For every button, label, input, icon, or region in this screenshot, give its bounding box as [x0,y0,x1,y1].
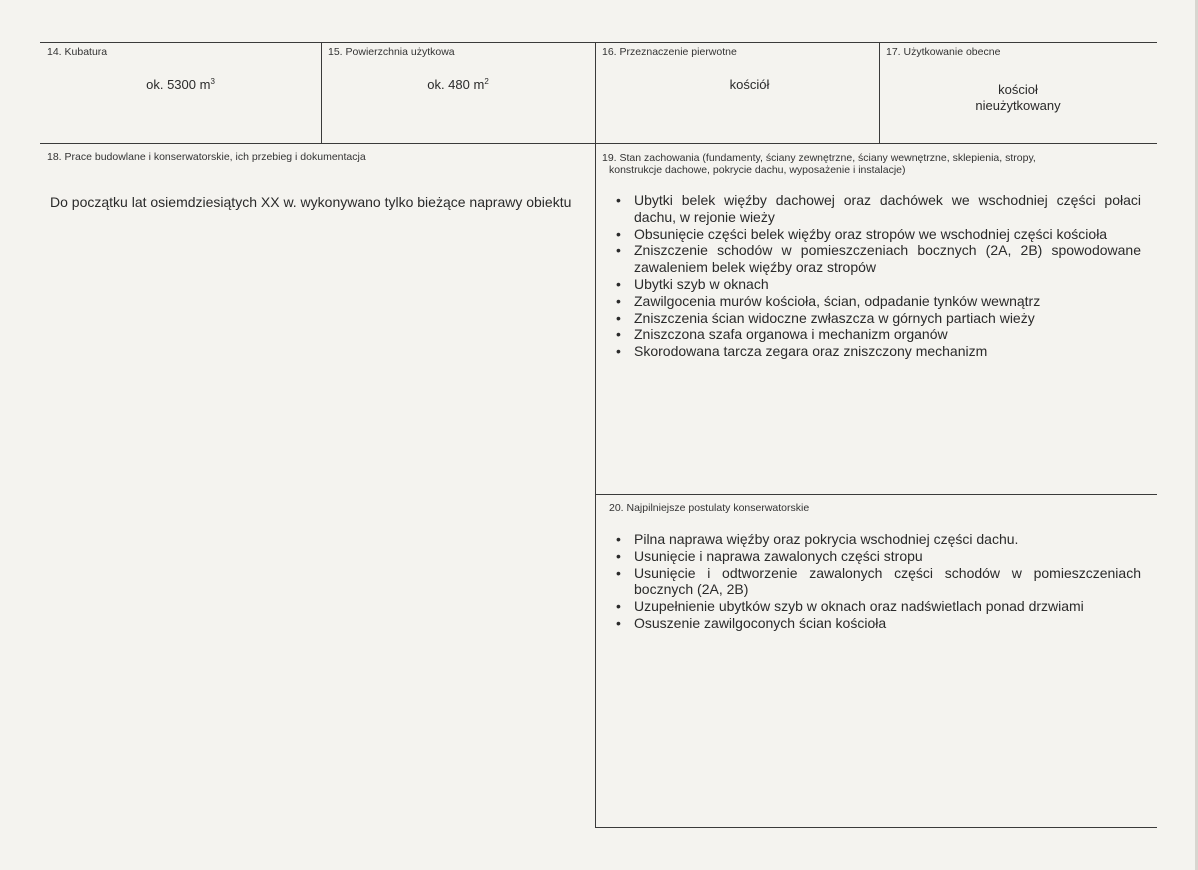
kubatura-value-text: ok. 5300 m [146,77,211,92]
stan-item: • Skorodowana tarcza zegara oraz zniszczony mechanizm [611,343,1141,360]
uzytkowanie-label: 17. Użytkowanie obecne [886,46,1001,58]
postulaty-item: • Osuszenie zawilgoconych ścian kościoła [611,615,1141,632]
bottom-rule [595,827,1157,828]
postulaty-item: • Uzupełnienie ubytków szyb w oknach oraz nadświetlach ponad drzwiami [611,598,1141,615]
powierzchnia-unit-exponent: 2 [484,77,489,86]
stan-label-line1: 19. Stan zachowania (fundamenty, ściany zewnętrzne, ściany wewnętrzne, sklepienia, stropy, [602,152,1036,164]
stan-label-line2: konstrukcje dachowe, pokrycie dachu, wyposażenie i instalacje) [609,164,906,176]
przeznaczenie-value: kościół [729,77,770,92]
kubatura-value [40,77,321,93]
powierzchnia-label: 15. Powierzchnia użytkowa [328,46,455,58]
stan-item: • Zawilgocenia murów kościoła, ścian, odpadanie tynków wewnątrz [611,293,1141,310]
top-rule [40,42,1157,43]
stan-item: • Zniszczenie schodów w pomieszczeniach bocznych (2A, 2B) spowodowane zawaleniem belek więźby oraz stropów [611,242,1141,276]
uzytkowanie-value-line1: kościoł [998,82,1038,97]
postulaty-label: 20. Najpilniejsze postulaty konserwatorskie [609,502,810,514]
stan-item: • Ubytki szyb w oknach [611,276,1141,293]
postulaty-item: • Pilna naprawa więźby oraz pokrycia wschodniej części dachu. [611,531,1141,548]
row-rule-2 [595,494,1157,495]
postulaty-list [611,531,1141,632]
row-rule-1 [40,143,1157,144]
stan-item: • Ubytki belek więźby dachowej oraz dachówek we wschodniej części połaci dachu, w rejonie wieży [611,192,1141,226]
postulaty-item: • Usunięcie i naprawa zawalonych części stropu [611,548,1141,565]
stan-item: • Zniszczona szafa organowa i mechanizm organów [611,326,1141,343]
prace-text: Do początku lat osiemdziesiątych XX w. wykonywano tylko bieżące naprawy obiektu [50,194,572,210]
uzytkowanie-value-line2: nieużytkowany [975,98,1061,113]
stan-list [611,192,1141,360]
uzytkowanie-value [879,82,1157,114]
powierzchnia-value-text: ok. 480 m [427,77,485,92]
postulaty-item: • Usunięcie i odtworzenie zawalonych części schodów w pomieszczeniach bocznych (2A, 2B) [611,565,1141,599]
divider-15-16 [595,42,596,828]
przeznaczenie-label: 16. Przeznaczenie pierwotne [602,46,737,58]
stan-item: • Zniszczenia ścian widoczne zwłaszcza w górnych partiach wieży [611,310,1141,327]
kubatura-label: 14. Kubatura [47,46,108,58]
kubatura-unit-exponent: 3 [210,77,215,86]
prace-label: 18. Prace budowlane i konserwatorskie, ich przebieg i dokumentacja [47,151,366,163]
powierzchnia-value [321,77,595,93]
stan-item: • Obsunięcie części belek więźby oraz stropów we wschodniej części kościoła [611,226,1141,243]
